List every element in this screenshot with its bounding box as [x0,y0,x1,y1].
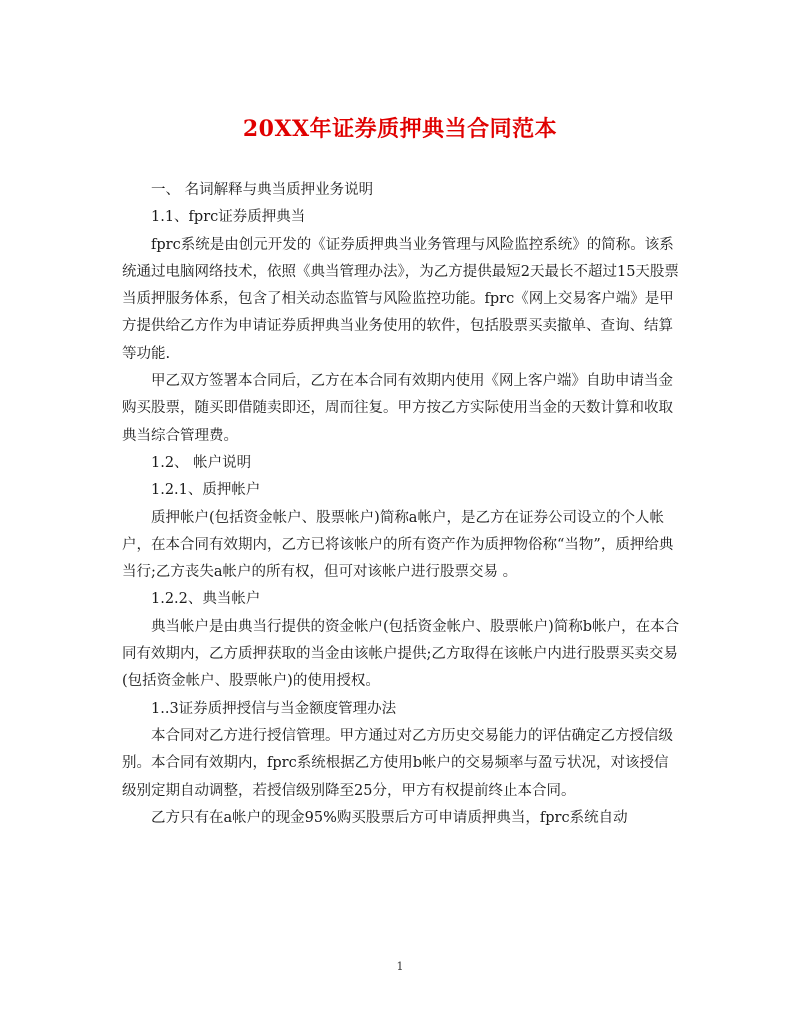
document-body [122,177,682,832]
section-heading: 一、 名词解释与典当质押业务说明 [151,182,374,198]
body-paragraph: 典当帐户是由典当行提供的资金帐户(包括资金帐户、股票帐户)简称b帐户，在本合同有效期内，乙方质押获取的当金由该帐户提供;乙方取得在该帐户内进行股票买卖交易(包括资金帐户、股票帐户)的使用授权。 [122,618,680,690]
body-paragraph: fprc系统是由创元开发的《证券质押典当业务管理与风险监控系统》的简称。该系统通过电脑网络技术，依照《典当管理办法》，为乙方提供最短2天最长不超过15天股票当质押服务体系，包含了相关动态监管与风险监控功能。fprc《网上交易客户端》是甲方提供给乙方作为申请证券质押典当业务使用的软件，包括股票买卖撤单、查询、结算等功能. [122,236,679,362]
document-title: 20XX年证券质押典当合同范本 [242,116,558,142]
body-paragraph: 乙方只有在a帐户的现金95%购买股票后方可申请质押典当，fprc系统自动 [151,809,628,826]
body-paragraph: 甲乙双方签署本合同后，乙方在本合同有效期内使用《网上客户端》自助申请当金购买股票，随买即借随卖即还，周而往复。甲方按乙方实际使用当金的天数计算和收取典当综合管理费。 [122,373,673,444]
subsection-heading: 1.1、fprc证券质押典当 [151,209,306,226]
subsection-heading: 1.2.1、质押帐户 [151,482,261,499]
subsection-heading: 1.2、 帐户说明 [151,454,252,471]
body-paragraph: 质押帐户(包括资金帐户、股票帐户)简称a帐户，是乙方在证券公司设立的个人帐户，在本合同有效期内，乙方已将该帐户的所有资产作为质押物俗称“当物”，质押给典当行;乙方丧失a帐户的所有权，但可对该帐户进行股票交易 。 [122,509,674,581]
page-number: 1 [396,960,404,973]
subsection-heading: 1..3证券质押授信与当金额度管理办法 [151,700,397,717]
subsection-heading: 1.2.2、典当帐户 [151,591,261,608]
body-paragraph: 本合同对乙方进行授信管理。甲方通过对乙方历史交易能力的评估确定乙方授信级别。本合同有效期内，fprc系统根据乙方使用b帐户的交易频率与盈亏状况，对该授信级别定期自动调整，若授信级别降至25分，甲方有权提前终止本合同。 [122,727,673,799]
